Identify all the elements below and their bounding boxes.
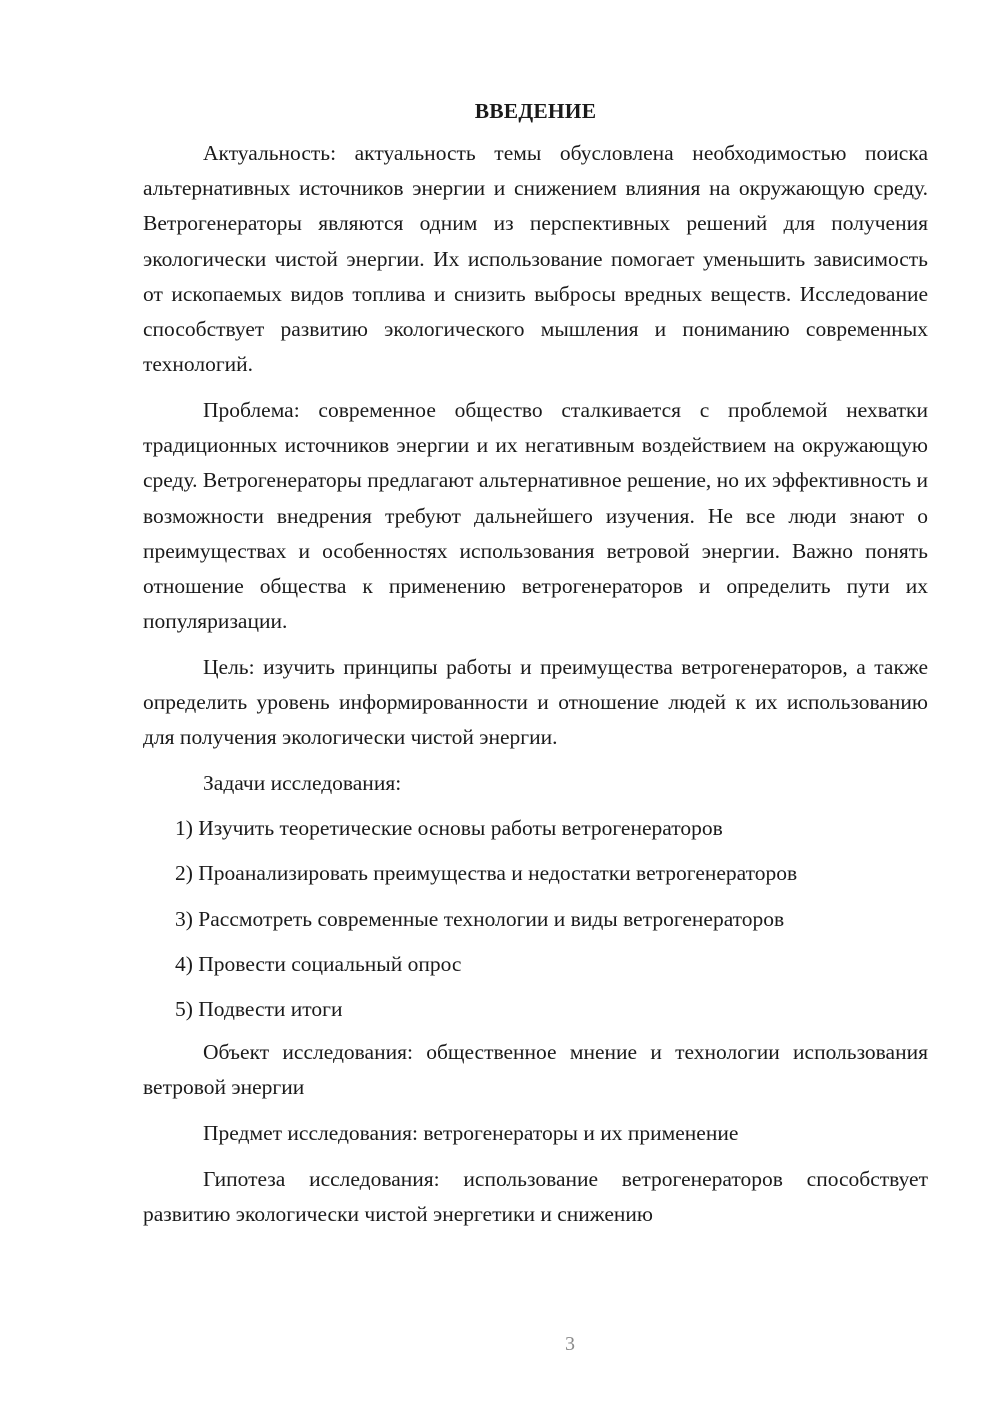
page-number: 3	[565, 1333, 575, 1355]
object-paragraph: Объект исследования: общественное мнение и технологии использования ветровой энергии	[143, 1040, 928, 1100]
document-body	[143, 96, 928, 1232]
hypothesis-paragraph: Гипотеза исследования: использование ветрогенераторов способствует развитию экологически чистой энергетики и снижению	[143, 1166, 928, 1226]
subject-paragraph: Предмет исследования: ветрогенераторы и их применение	[203, 1121, 739, 1146]
task-item: 5) Подвести итоги	[175, 996, 343, 1021]
tasks-title: Задачи исследования:	[203, 770, 402, 795]
section-heading: ВВЕДЕНИЕ	[474, 99, 597, 123]
task-item: 2) Проанализировать преимущества и недостатки ветрогенераторов	[175, 861, 798, 886]
goal-paragraph: Цель: изучить принципы работы и преимущества ветрогенераторов, а также определить уровень информированности и отношение людей к их использованию для получения экологически чистой энергии.	[143, 654, 928, 750]
relevance-paragraph: Актуальность: актуальность темы обусловлена необходимостью поиска альтернативных источников энергии и снижением влияния на окружающую среду. Ветрогенераторы являются одним из перспективных решений для получения экологически чистой энергии. Их использование помогает уменьшить зависимость от ископаемых видов топлива и снизить выбросы вредных веществ. Исследование способствует развитию экологического мышления и пониманию современных технологий.	[143, 141, 928, 377]
problem-paragraph: Проблема: современное общество сталкивается с проблемой нехватки традиционных источников энергии и их негативным воздействием на окружающую среду. Ветрогенераторы предлагают альтернативное решение, но их эффективность и возможности внедрения требуют дальнейшего изучения. Не все люди знают о преимуществах и особенностях использования ветровой энергии. Важно понять отношение общества к применению ветрогенераторов и определить пути их популяризации.	[143, 397, 928, 634]
task-item: 1) Изучить теоретические основы работы ветрогенераторов	[175, 816, 723, 841]
task-item: 3) Рассмотреть современные технологии и виды ветрогенераторов	[175, 906, 785, 931]
task-item: 4) Провести социальный опрос	[175, 951, 462, 976]
